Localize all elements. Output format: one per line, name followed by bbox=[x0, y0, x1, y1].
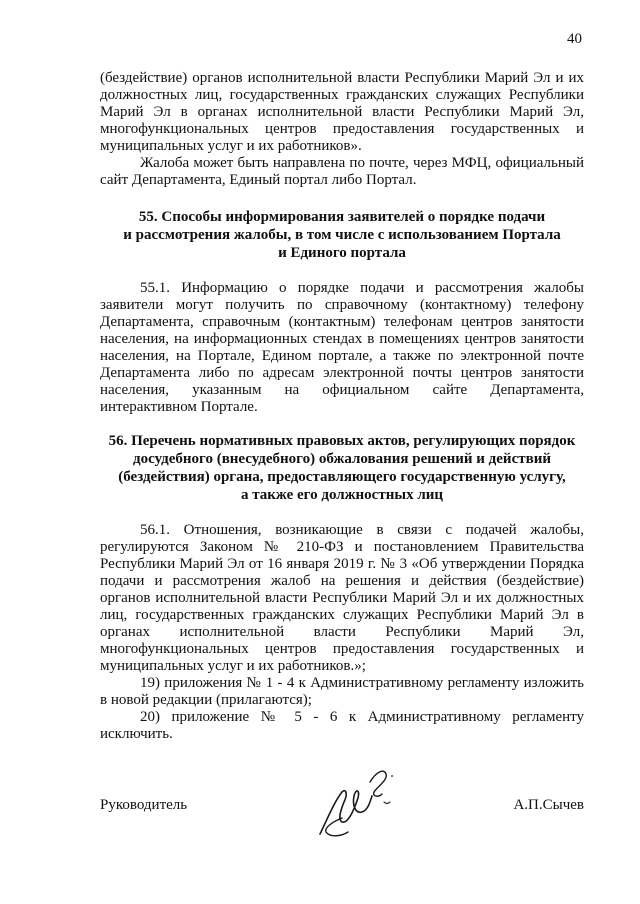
section-55-title-line-2: и рассмотрения жалобы, в том числе с использованием Портала bbox=[123, 227, 561, 243]
section-55-title-line-3: и Единого портала bbox=[278, 245, 406, 261]
intro-block bbox=[100, 70, 584, 189]
item-19: 19) приложения № 1 - 4 к Административному регламенту изложить в новой редакции (прилагаются); bbox=[100, 675, 584, 708]
item-20: 20) приложение № 5 - 6 к Административному регламенту исключить. bbox=[100, 709, 584, 742]
page-number: 40 bbox=[567, 31, 582, 47]
section-55-title-line-1: 55. Способы информирования заявителей о порядке подачи bbox=[138, 209, 546, 225]
intro-paragraph-1: (бездействие) органов исполнительной власти Республики Марий Эл и их должностных лиц, государственных гражданских служащих Республики Марий Эл в органах исполнительной власти Республики Марий Эл, многофункциональных центров предоставления государственных и муниципальных услуг и их работников». bbox=[100, 70, 584, 154]
signature-block bbox=[100, 792, 584, 852]
section-56-title-line-1: 56. Перечень нормативных правовых актов, регулирующих порядок bbox=[108, 433, 576, 449]
section-56-title-line-2: досудебного (внесудебного) обжалования решений и действий bbox=[133, 451, 551, 467]
signatory-name: А.П.Сычев bbox=[513, 797, 584, 813]
section-55-title bbox=[100, 208, 584, 262]
section-56-title-line-4: а также его должностных лиц bbox=[240, 487, 444, 503]
handwritten-signature-icon bbox=[312, 762, 402, 842]
section-55-paragraph-1: 55.1. Информацию о порядке подачи и рассмотрения жалобы заявители могут получить по справочному (контактному) телефону Департамента, справочным (контактным) телефонам центров занятости населения, на информационных стендах в помещениях центров занятости населения, на Портале, Едином портале, а также по электронной почте Департамента либо по адресам электронной почты центров занятости населения, указанным на официальном сайте Департамента, интерактивном Портале. bbox=[100, 280, 584, 415]
section-56-body bbox=[100, 522, 584, 743]
section-56-paragraph-1: 56.1. Отношения, возникающие в связи с подачей жалобы, регулируются Законом № 210-ФЗ и постановлением Правительства Республики Марий Эл от 16 января 2019 г. № 3 «Об утверждении Порядка подачи и рассмотрения жалоб на решения и действия (бездействие) органов исполнительной власти Республики Марий Эл и их должностных лиц, государственных гражданских служащих Республики Марий Эл в органах исполнительной власти Республики Марий Эл, многофункциональных центров предоставления государственных и муниципальных услуг и их работников.»; bbox=[100, 522, 584, 674]
section-56-title-line-3: (бездействия) органа, предоставляющего государственную услугу, bbox=[118, 469, 566, 485]
intro-paragraph-2: Жалоба может быть направлена по почте, через МФЦ, официальный сайт Департамента, Единый портал либо Портал. bbox=[100, 155, 584, 188]
section-55-body bbox=[100, 280, 584, 416]
signatory-position: Руководитель bbox=[100, 797, 188, 813]
section-56-title bbox=[100, 432, 584, 504]
